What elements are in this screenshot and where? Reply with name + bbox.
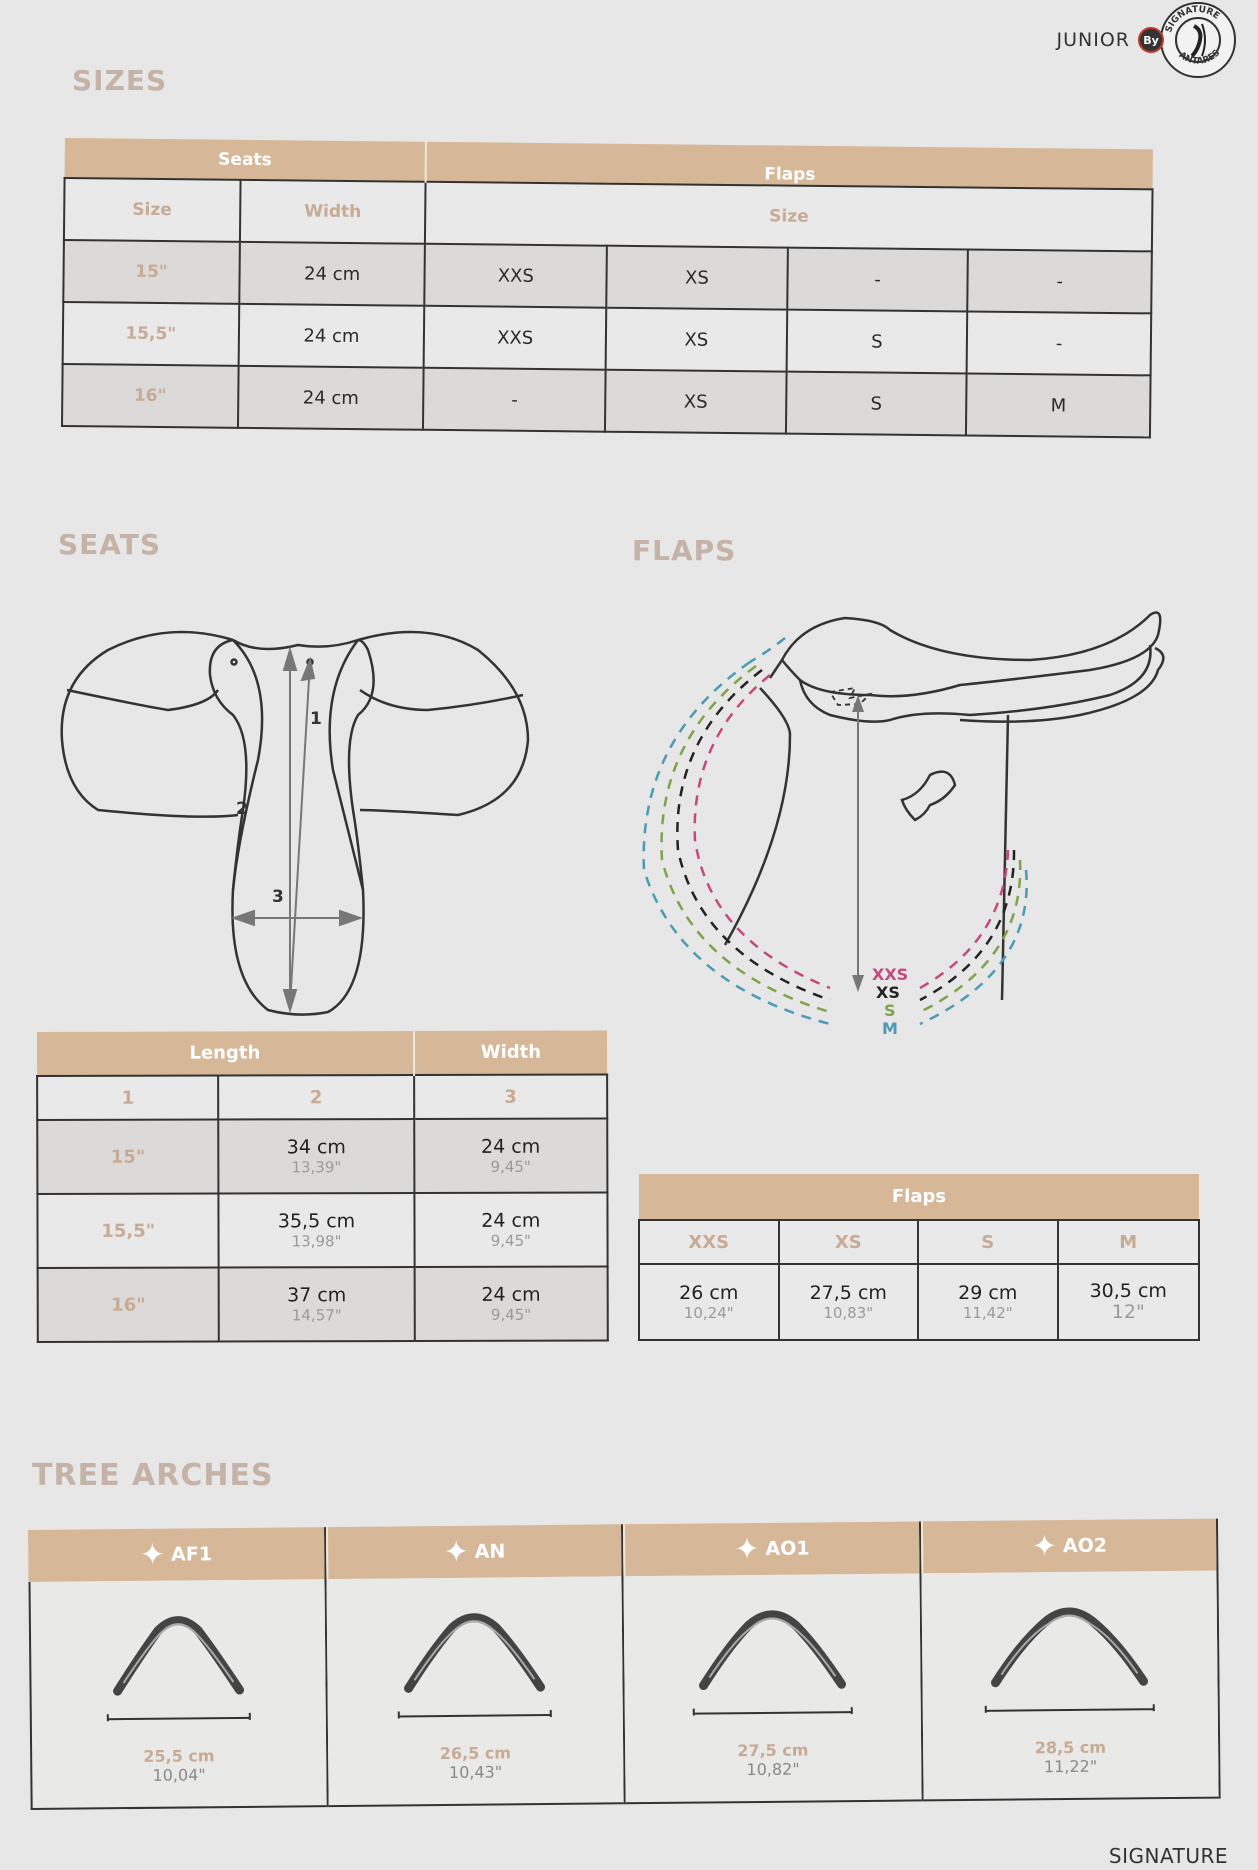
arch-size-cm: 27,5 cm (737, 1740, 809, 1761)
flap-cell: - (423, 368, 605, 432)
tree-arch-icon (103, 1610, 254, 1721)
tree-arches-grid (28, 1519, 1221, 1810)
arch-name: AF1 (170, 1543, 213, 1566)
size-cell: 16" (62, 364, 238, 428)
flap-length-cell: 30,5 cm 12" (1058, 1264, 1200, 1340)
arch-size-in: 10,82" (746, 1759, 800, 1780)
arch-name: AN (474, 1540, 506, 1563)
size-cell: 15" (37, 1120, 219, 1194)
flaps-table-header: Flaps (639, 1174, 1199, 1220)
arch-size-cm: 26,5 cm (439, 1743, 512, 1764)
flaps-title: FLAPS (632, 534, 737, 567)
brand-header (1057, 0, 1238, 80)
table-row (62, 364, 1151, 437)
length-cell: 35,5 cm 13,98" (219, 1193, 414, 1268)
flap-size-xs: XS (779, 1220, 919, 1264)
table-row (37, 1119, 607, 1194)
signature-antares-logo-icon (1158, 0, 1238, 80)
table-row (63, 302, 1152, 375)
legend-xs: XS (876, 983, 900, 1002)
seats-table (36, 1031, 609, 1343)
arch-name: AO2 (1062, 1534, 1108, 1558)
flap-cell: XXS (425, 244, 607, 308)
flap-cell: - (787, 248, 968, 312)
width-cell: 24 cm 9,45" (414, 1193, 608, 1268)
flap-cell: - (967, 311, 1151, 375)
arch-card-ao2 (920, 1519, 1220, 1802)
arch-size-in: 10,43" (448, 1762, 503, 1782)
col-header-3: 3 (414, 1075, 607, 1120)
size-cell: 15,5" (63, 302, 239, 366)
svg-text:ANTARES: ANTARES (1176, 48, 1223, 67)
table-row (38, 1267, 608, 1342)
size-cell: 16" (38, 1268, 220, 1342)
seat-diagram-icon (58, 620, 598, 1020)
tree-arch-icon (981, 1601, 1158, 1713)
flap-size-s: S (918, 1220, 1058, 1264)
flap-size-xxs: XXS (639, 1220, 779, 1264)
tree-arch-icon (689, 1604, 856, 1716)
tree-arch-icon (394, 1607, 555, 1719)
legend-xxs: XXS (872, 965, 909, 984)
flap-size-legend (872, 966, 908, 1038)
arch-size-cm: 28,5 cm (1034, 1737, 1107, 1758)
table-row (37, 1193, 607, 1268)
table-row (639, 1264, 1199, 1340)
sparkle-icon: ✦ (1031, 1528, 1058, 1564)
flap-length-cell: 27,5 cm 10,83" (779, 1264, 919, 1340)
flap-cell: XS (606, 246, 787, 310)
svg-text:1: 1 (310, 709, 322, 729)
width-cell: 24 cm (238, 304, 424, 368)
sparkle-icon: ✦ (139, 1537, 166, 1573)
size-cell: 15,5" (37, 1194, 219, 1268)
flap-size-m: M (1058, 1220, 1200, 1264)
flap-length-cell: 26 cm 10,24" (639, 1264, 779, 1340)
width-group-header: Width (414, 1031, 607, 1076)
flap-cell: S (786, 372, 967, 436)
sparkle-icon: ✦ (734, 1531, 760, 1567)
length-group-header: Length (37, 1031, 414, 1076)
arch-card-ao1 (623, 1521, 923, 1804)
flaps-table (638, 1174, 1200, 1341)
col-header-1: 1 (37, 1076, 218, 1120)
table-row (63, 240, 1152, 313)
flap-cell: S (786, 310, 967, 374)
flap-length-cell: 29 cm 11,42" (918, 1264, 1058, 1340)
flap-cell: M (966, 373, 1150, 437)
arch-size-cm: 25,5 cm (143, 1746, 215, 1766)
brand-label: JUNIOR (1056, 29, 1130, 51)
seats-title: SEATS (58, 528, 162, 561)
arch-size-in: 11,22" (1043, 1756, 1098, 1777)
flaps-group-header: Flaps (426, 142, 1153, 190)
sizes-table (61, 138, 1154, 438)
arch-card-an (325, 1524, 625, 1807)
length-cell: 37 cm 14,57" (219, 1267, 414, 1342)
size-col-header: Size (64, 178, 240, 242)
arch-card-af1 (28, 1527, 328, 1810)
size-cell: 15" (63, 240, 239, 304)
flap-cell: XS (605, 370, 786, 434)
width-cell: 24 cm (239, 242, 425, 306)
sizes-title: SIZES (72, 64, 168, 97)
footer-label: SIGNATURE (1108, 1844, 1228, 1868)
svg-text:2: 2 (236, 799, 248, 819)
length-cell: 34 cm 13,39" (219, 1119, 414, 1194)
sparkle-icon: ✦ (443, 1534, 469, 1570)
arch-name: AO1 (765, 1537, 810, 1560)
legend-s: S (884, 1001, 896, 1020)
col-header-2: 2 (218, 1075, 413, 1120)
flap-cell: - (968, 249, 1152, 313)
flap-cell: XS (606, 308, 787, 372)
seats-group-header: Seats (65, 138, 427, 182)
by-badge: By (1138, 27, 1164, 53)
tree-arches-title: TREE ARCHES (32, 1458, 274, 1493)
width-col-header: Width (240, 180, 426, 244)
flap-size-col-header: Size (425, 182, 1152, 252)
width-cell: 24 cm (238, 366, 424, 430)
legend-m: M (882, 1019, 898, 1038)
svg-text:3: 3 (272, 887, 284, 907)
width-cell: 24 cm 9,45" (414, 1267, 608, 1342)
arch-size-in: 10,04" (152, 1765, 206, 1785)
svg-text:SIGNATURE: SIGNATURE (1164, 4, 1222, 35)
flap-cell: XXS (424, 306, 606, 370)
width-cell: 24 cm 9,45" (414, 1119, 608, 1194)
